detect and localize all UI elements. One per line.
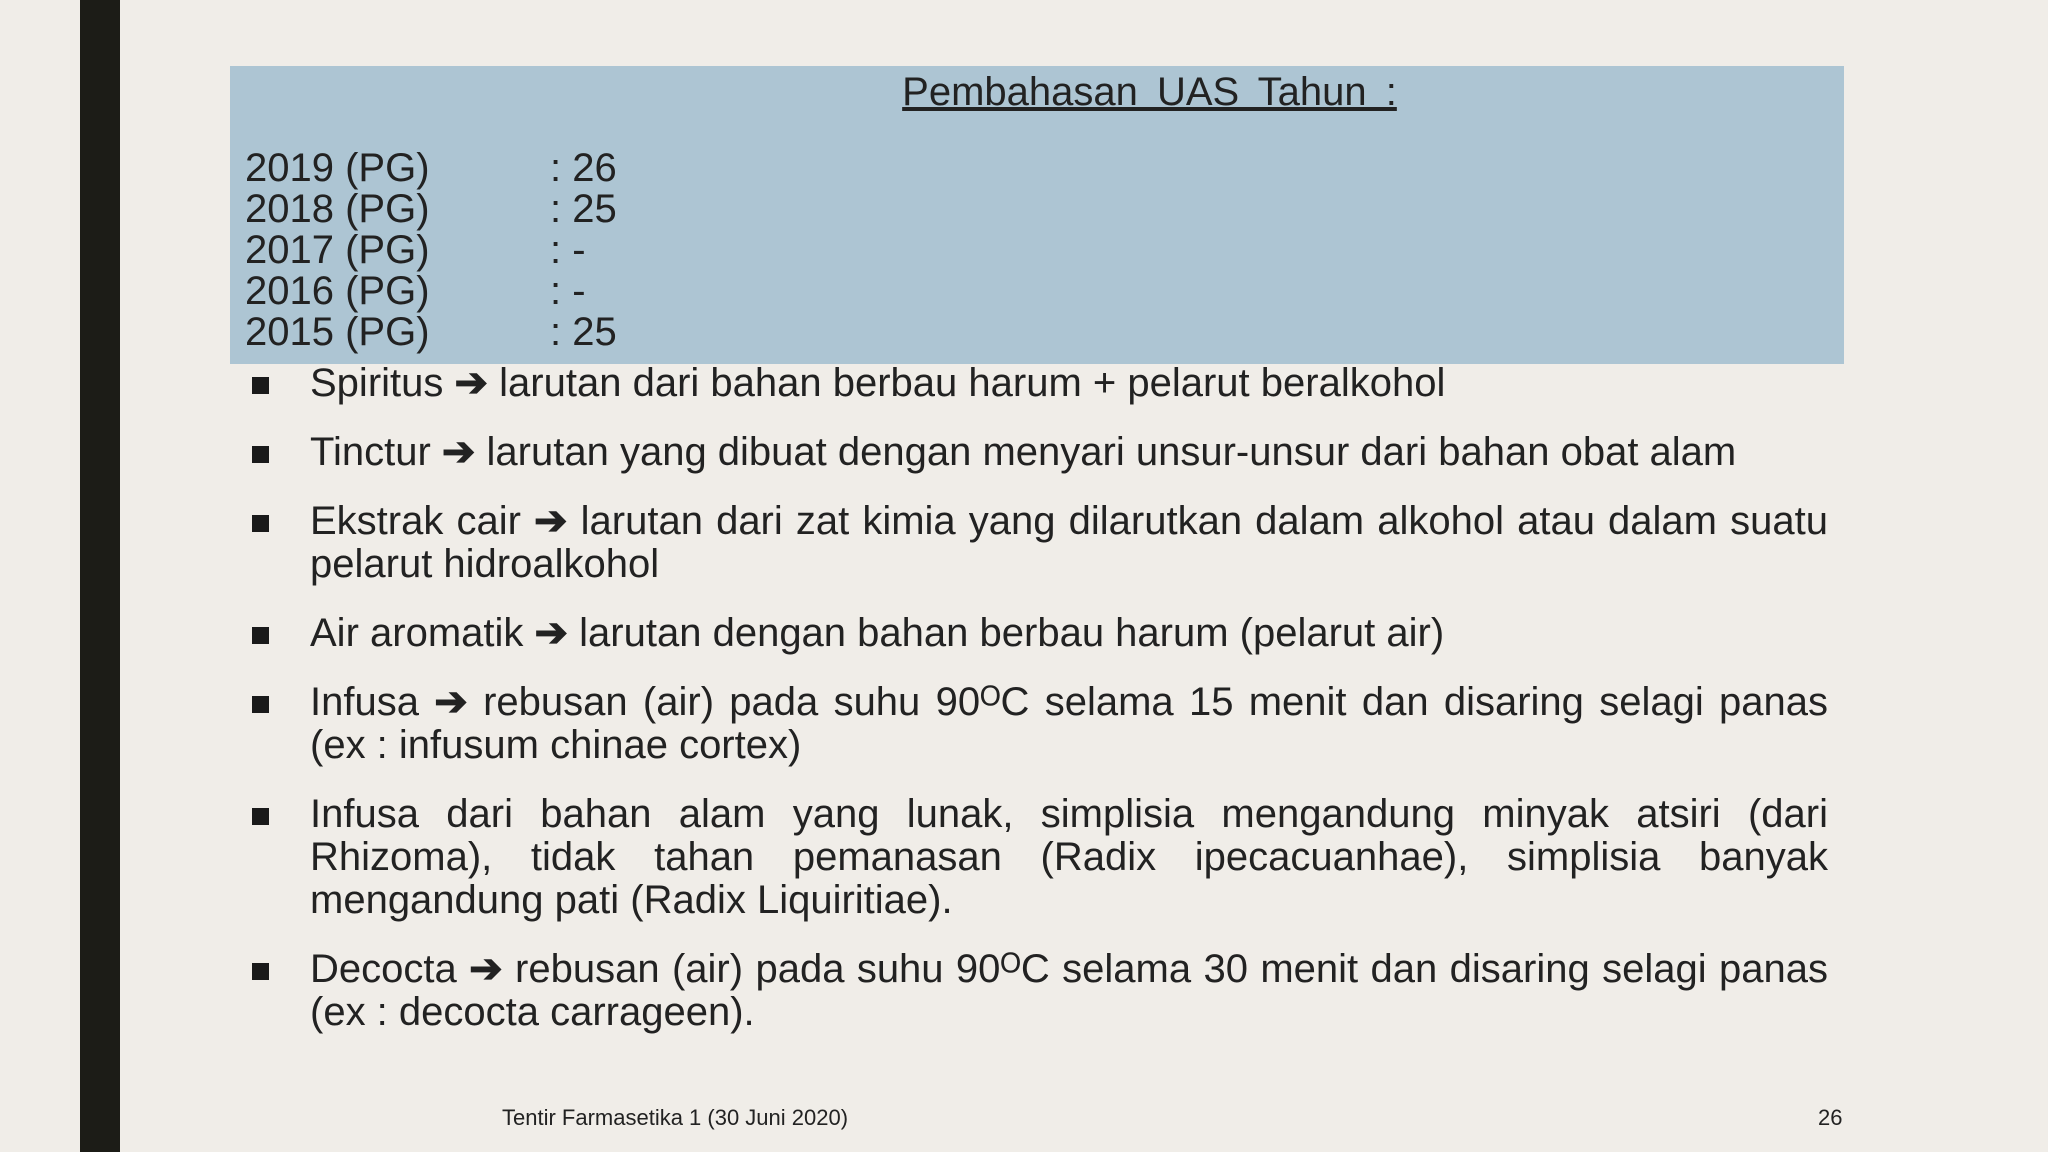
- footer-caption: Tentir Farmasetika 1 (30 Juni 2020): [502, 1105, 849, 1130]
- year-label: 2016 (PG): [245, 269, 430, 313]
- year-label: 2015 (PG): [245, 310, 430, 354]
- year-list: [245, 148, 617, 353]
- definition: larutan dari zat kimia yang dilarutkan dalam alkohol atau dalam suatu pelarut hidroalkohol: [310, 499, 1828, 586]
- term: Infusa: [310, 680, 419, 724]
- term: Air aromatik: [310, 611, 524, 655]
- definition: larutan dengan bahan berbau harum (pelarut air): [579, 611, 1445, 655]
- year-row: [245, 189, 617, 230]
- term: Tinctur: [310, 430, 431, 474]
- arrow-right-icon: ➔: [534, 611, 569, 655]
- list-item: [248, 948, 1828, 1034]
- year-count: : -: [550, 228, 586, 272]
- list-item: [248, 612, 1828, 655]
- arrow-right-icon: ➔: [454, 361, 489, 405]
- year-count: : -: [550, 269, 586, 313]
- arrow-right-icon: ➔: [534, 499, 568, 543]
- term: Decocta: [310, 947, 457, 991]
- list-item: [248, 431, 1828, 474]
- list-item: [248, 500, 1828, 586]
- arrow-right-icon: ➔: [434, 680, 468, 724]
- term: Spiritus: [310, 361, 444, 405]
- year-row: [245, 148, 617, 189]
- square-bullet-icon: [252, 446, 269, 463]
- definition-list: [248, 362, 1828, 1060]
- arrow-right-icon: ➔: [441, 430, 476, 474]
- year-count: : 25: [550, 310, 617, 354]
- definition: rebusan (air) pada suhu 90ᴼC selama 15 menit dan disaring selagi panas (ex : infusum chinae cortex): [310, 680, 1828, 767]
- year-count: : 26: [550, 146, 617, 190]
- year-count: : 25: [550, 187, 617, 231]
- arrow-right-icon: ➔: [469, 947, 503, 991]
- year-label: 2017 (PG): [245, 228, 430, 272]
- year-label: 2018 (PG): [245, 187, 430, 231]
- square-bullet-icon: [252, 808, 269, 825]
- definition: rebusan (air) pada suhu 90ᴼC selama 30 menit dan disaring selagi panas (ex : decocta carrageen).: [310, 947, 1828, 1034]
- year-row: [245, 312, 617, 353]
- term: Ekstrak cair: [310, 499, 521, 543]
- square-bullet-icon: [252, 696, 269, 713]
- year-row: [245, 230, 617, 271]
- definition: larutan dari bahan berbau harum + pelarut beralkohol: [499, 361, 1446, 405]
- year-label: 2019 (PG): [245, 146, 430, 190]
- list-item: [248, 362, 1828, 405]
- definition: Infusa dari bahan alam yang lunak, simplisia mengandung minyak atsiri (dari Rhizoma), tidak tahan pemanasan (Radix ipecacuanhae), simplisia banyak mengandung pati (Radix Liquiritiae).: [310, 792, 1828, 922]
- page-number: 26: [1818, 1105, 1843, 1130]
- box-title: Pembahasan UAS Tahun :: [902, 70, 1397, 114]
- decorative-sidebar-bar: [80, 0, 120, 1152]
- list-item: [248, 681, 1828, 767]
- definition: larutan yang dibuat dengan menyari unsur-unsur dari bahan obat alam: [486, 430, 1737, 474]
- list-item: [248, 793, 1828, 922]
- square-bullet-icon: [252, 627, 269, 644]
- square-bullet-icon: [252, 515, 269, 532]
- year-row: [245, 271, 617, 312]
- square-bullet-icon: [252, 377, 269, 394]
- uas-year-box: [230, 66, 1844, 364]
- square-bullet-icon: [252, 963, 269, 980]
